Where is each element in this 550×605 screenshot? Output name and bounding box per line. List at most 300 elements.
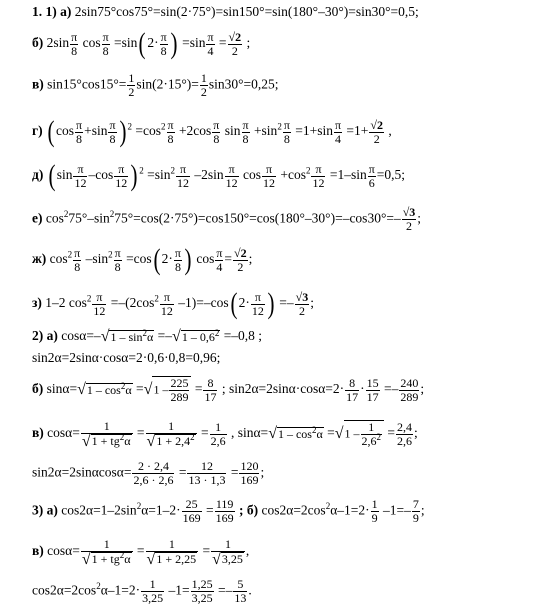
math-text: 1 – cos (277, 427, 312, 442)
math-text: π (74, 245, 81, 260)
math-text: α (124, 434, 131, 449)
math-text: 120 (240, 459, 259, 473)
equation-text: sin2α=2sinα·cosα=2·0,6·0,8=0,96; (32, 350, 221, 365)
math-text: 6 (368, 175, 375, 190)
math-text: 2 (108, 249, 113, 260)
math-text: √2 (228, 29, 242, 44)
fraction (251, 291, 265, 318)
fraction (75, 119, 83, 146)
line-3-v-cont (32, 578, 252, 605)
line-1-zh (32, 243, 253, 276)
math-text: 2 (373, 131, 380, 146)
math-text: 1 + 2,25 (156, 552, 197, 567)
math-text: 2 (161, 121, 166, 132)
fraction (169, 377, 189, 404)
math-text: 2 (305, 165, 311, 176)
part-label: з) (32, 295, 42, 311)
term: · (154, 35, 159, 51)
fraction (114, 247, 122, 274)
term: ; (310, 295, 314, 311)
term: = (136, 381, 144, 397)
term: cos (56, 123, 75, 139)
math-text: 25 (182, 498, 202, 512)
math-text: 2 (63, 209, 69, 220)
math-text: 2 (190, 432, 195, 443)
radicand (277, 427, 324, 441)
math-text: 2 (214, 327, 220, 338)
fraction (176, 163, 190, 190)
fraction (160, 31, 168, 58)
math-text: 225 (170, 376, 189, 390)
math-text: 8 (283, 131, 290, 146)
term: ; (248, 251, 253, 267)
term: +sin (253, 123, 278, 139)
math-text: 1 (146, 420, 197, 434)
term: = (136, 425, 145, 441)
part-label: г) (32, 123, 43, 139)
term: , sinα= (230, 425, 269, 441)
math-text: 17 (366, 389, 379, 404)
line-1-z (32, 287, 314, 320)
math-text: π (167, 117, 174, 132)
math-text: = (230, 464, 239, 480)
math-text: 119 (215, 497, 234, 511)
math-text: 169 (182, 511, 201, 525)
line-1-e (32, 206, 421, 233)
math-text: π (76, 117, 83, 132)
math-text: ; (420, 502, 425, 518)
math-text: 1 – cos (86, 383, 121, 397)
part-label: е) (32, 210, 43, 226)
term: 75°=cos(2·75°)=cos150°=cos(180°–30°)=–cos30°=– (114, 210, 401, 226)
math-text: 1 (81, 538, 133, 552)
math-text: 1 (210, 421, 227, 435)
term: = (206, 502, 214, 518)
math-text: 1 – (344, 426, 360, 441)
fraction (311, 163, 325, 190)
part-label: 2) а) (32, 328, 58, 343)
math-text: π (114, 245, 121, 260)
fraction (361, 421, 383, 448)
right-paren: ) (130, 159, 138, 192)
term: = (327, 425, 335, 441)
math-text: π (207, 29, 214, 44)
math-text: 2 (311, 425, 317, 436)
exponent: 2 (127, 121, 133, 132)
part-label: ; б) (239, 502, 259, 518)
term: =–(2cos (110, 295, 155, 311)
fraction (262, 163, 276, 190)
math-text: π (73, 163, 87, 177)
math-text: 12 (262, 175, 275, 190)
math-text: α (125, 383, 132, 397)
line-2-a-cont (32, 350, 220, 366)
math-text: 3,25 (142, 591, 164, 605)
fraction (233, 578, 247, 605)
fraction (215, 247, 223, 274)
term: ; (246, 35, 251, 51)
math-text: 2,6 (397, 433, 413, 448)
math-text: 2,6 (361, 434, 377, 449)
fraction (182, 498, 202, 525)
fraction (108, 119, 116, 146)
term: cos2α=1–2sin (61, 502, 137, 518)
fraction (334, 119, 342, 146)
fraction (371, 498, 379, 525)
math-text: 17 (204, 389, 217, 404)
fraction (345, 377, 359, 404)
term: sin (224, 123, 241, 139)
term: = (136, 543, 145, 559)
radicand (344, 420, 385, 448)
fraction (228, 31, 243, 58)
term: = (178, 464, 187, 480)
math-text: 2 (142, 327, 147, 338)
math-text: π (225, 163, 239, 177)
fraction (399, 377, 419, 404)
term: sinα= (46, 381, 78, 397)
math-text: 4 (335, 131, 342, 146)
term: sin2α=2sinαcosα= (32, 464, 132, 480)
term: = (218, 35, 227, 51)
math-text: ; (260, 464, 265, 480)
math-text: 2 (119, 550, 125, 561)
term: +2cos (178, 123, 212, 139)
fraction: $\frac{1}{√1 + 2,4^2}$ (146, 419, 195, 450)
math-text: 12 (115, 175, 128, 190)
fraction (283, 119, 291, 146)
math-text: 1 – (153, 382, 169, 397)
fraction (160, 291, 174, 318)
fraction (132, 460, 174, 487)
math-text: 2 (128, 85, 135, 99)
math-text: 12 (251, 303, 264, 318)
math-text: 1 (211, 538, 245, 552)
fraction (206, 31, 214, 58)
math-text: √2 (234, 245, 247, 260)
math-text: ; (414, 425, 418, 441)
term: =– (157, 328, 173, 343)
math-text: α (146, 329, 154, 344)
radical-sign: √ (77, 381, 86, 398)
radicand (109, 327, 154, 344)
fraction (141, 578, 164, 605)
term: cos (82, 35, 101, 51)
math-text: 2,6 (210, 433, 226, 448)
fraction (187, 460, 226, 487)
math-text: 4 (207, 43, 214, 58)
math-text: π (160, 291, 174, 305)
math-text: π (334, 117, 342, 132)
term: =cos (135, 123, 161, 139)
math-text: 8 (160, 43, 167, 58)
math-text: · (168, 251, 173, 267)
equation-text: 2sin75°cos75°=sin(2·75°)=sin150°=sin(180°–30°)=sin30°=0,5; (74, 4, 419, 19)
math-text: π (109, 117, 116, 132)
term: cos2α=2cos (32, 582, 97, 598)
term: –1)=–cos (178, 295, 229, 311)
math-text: √3 (402, 205, 416, 219)
math-text: π (213, 117, 220, 132)
fraction (239, 460, 259, 487)
fraction (102, 31, 110, 58)
left-paren: ( (47, 115, 55, 148)
fraction (92, 291, 106, 318)
term: cos (45, 210, 64, 226)
math-text: 1 (371, 497, 378, 511)
math-text: . (248, 582, 252, 598)
math-text: 2 (119, 432, 125, 443)
term: α=1–2· (141, 502, 181, 518)
math-text: 1 (128, 71, 135, 85)
math-text: 4 (216, 259, 223, 274)
math-text: 8 (76, 131, 83, 146)
math-text: π (242, 117, 249, 132)
part-label: б) (32, 35, 44, 51)
term: 75°–sin (68, 210, 110, 226)
math-text: 2 (161, 251, 169, 267)
math-text: π (160, 29, 167, 44)
term: =1+sin (295, 123, 333, 139)
math-text: π (251, 291, 265, 305)
math-text: π (368, 161, 375, 176)
term: =0,5; (376, 167, 406, 183)
problem-number: 1. (32, 4, 43, 19)
math-text: 1 (81, 420, 133, 434)
math-text: α (316, 427, 323, 442)
math-text: 9 (412, 511, 419, 525)
math-text: 12 (160, 303, 173, 318)
fraction: $\frac{1}{√1 + tg^2\alpha}$ (81, 419, 131, 450)
radical-sign: √ (268, 425, 277, 443)
math-text: , (245, 543, 250, 559)
math-text: 2 (200, 85, 207, 99)
math-text: 2 (154, 293, 159, 304)
left-paren: ( (153, 243, 161, 276)
math-text: π (176, 163, 190, 177)
math-text: 8 (109, 131, 116, 146)
radical-sign: √ (143, 381, 153, 398)
fraction (366, 377, 380, 404)
math-text: 2 (109, 209, 115, 220)
fraction (212, 119, 220, 146)
math-text: 2 (86, 293, 92, 304)
fraction (210, 421, 227, 448)
math-text: 8 (203, 377, 217, 391)
fraction (174, 247, 182, 274)
math-text: 1,25 (191, 577, 213, 591)
math-text: π (71, 29, 78, 44)
line-1-v (32, 72, 279, 99)
term: =1–sin (329, 167, 367, 183)
part-label: в) (32, 543, 44, 559)
fraction (127, 72, 135, 99)
math-text: 3,25 (191, 591, 213, 605)
term: –2sin (194, 167, 224, 183)
math-text: 1 – 0,6 (181, 329, 215, 344)
fraction (215, 498, 235, 525)
term: =sin (182, 35, 206, 51)
term: cos (49, 251, 68, 267)
math-text: 1 (361, 421, 383, 435)
term: α–1=2· (100, 582, 141, 598)
fraction (368, 163, 376, 190)
part-label: б) (32, 381, 44, 397)
math-text: 8 (213, 131, 220, 146)
line-1-a (32, 4, 419, 20)
math-text: 2 (325, 501, 331, 512)
term: ; (417, 210, 422, 226)
term: cos2α=2cos (261, 502, 326, 518)
term: = (200, 425, 209, 441)
math-text: 240 (400, 375, 419, 390)
line-2-a (32, 328, 262, 345)
math-text: 2 (231, 43, 238, 58)
math-text: 2 (406, 219, 412, 233)
line-3-v (32, 538, 249, 566)
math-text: 2 (237, 259, 244, 274)
left-paren: ( (138, 27, 146, 60)
math-text: 12 (225, 175, 238, 190)
term: sin (56, 167, 73, 183)
math-text: 3,25 (221, 552, 243, 567)
fraction: $\frac{1}{√1 + 2,25}$ (146, 537, 197, 568)
term: 1–2 cos (45, 295, 87, 311)
math-text: 17 (346, 389, 359, 404)
math-text: π (92, 291, 106, 305)
line-1-d (32, 159, 406, 192)
math-text: 169 (240, 473, 259, 487)
term: =cos (126, 251, 152, 267)
math-text: 1 + tg (91, 434, 120, 449)
term: cos (196, 251, 215, 267)
right-paren: ) (170, 27, 178, 60)
math-text: π (311, 163, 325, 177)
math-text: 13 · 1,3 (188, 473, 226, 487)
math-text: 2 (67, 249, 73, 260)
fraction (200, 72, 208, 99)
term: =1+ (346, 123, 369, 139)
fraction (412, 498, 420, 525)
math-text: π (262, 163, 276, 177)
math-text: 2 (238, 295, 246, 311)
math-text: π (216, 245, 223, 260)
math-text: 2,6 · 2,6 (133, 473, 174, 487)
math-text: = (387, 425, 396, 441)
term: , (388, 123, 392, 139)
math-text: 1 – sin (110, 329, 143, 344)
math-text: 12 (93, 303, 106, 318)
term: sin15°cos15°= (47, 76, 127, 92)
term: –cos (88, 167, 114, 183)
part-label: д) (32, 167, 44, 183)
line-3-ab (32, 498, 425, 525)
radical-sign: √ (334, 425, 344, 443)
term: –sin (85, 251, 109, 267)
math-text: π (114, 163, 128, 177)
fraction (114, 163, 128, 190)
math-text: ; (420, 381, 425, 397)
math-text: 13 (234, 591, 247, 605)
math-text: 1 + 2,4 (156, 434, 191, 449)
left-paren: ( (230, 287, 238, 320)
fraction (203, 377, 217, 404)
term: =sin (114, 35, 138, 51)
term: =– (384, 381, 399, 397)
term: = (224, 251, 233, 267)
math-text: 1 (146, 538, 199, 552)
fraction (73, 247, 81, 274)
left-paren: ( (48, 159, 56, 192)
right-paren: ) (119, 115, 127, 148)
fraction (191, 578, 214, 605)
term: 2sin (46, 35, 70, 51)
term: =–0,8 ; (223, 328, 263, 343)
math-text: π (174, 245, 181, 260)
term: sin(2·15°)= (136, 76, 199, 92)
math-text: 289 (170, 390, 189, 404)
term: =– (279, 295, 294, 311)
term: 2 (147, 35, 155, 51)
fraction (70, 31, 78, 58)
math-text: √2 (370, 117, 383, 132)
term: sin30°=0,25; (208, 76, 279, 92)
radicand (86, 383, 133, 397)
math-text: 7 (412, 497, 419, 511)
radicand (181, 327, 221, 344)
math-text: √3 (295, 289, 309, 304)
math-text: 2,4 (397, 419, 413, 434)
math-text: 8 (242, 131, 249, 146)
math-text: = (194, 381, 203, 397)
term: +sin (84, 123, 108, 139)
math-text: 8 (102, 43, 109, 58)
math-text: 2 (298, 303, 305, 318)
math-text: 15 (366, 375, 379, 390)
term: =– (218, 582, 233, 598)
part-label: в) (32, 425, 44, 441)
term: +cos (280, 167, 306, 183)
math-text: 1 (200, 71, 207, 85)
math-text: 2 (136, 501, 142, 512)
math-text: 2 (277, 121, 282, 132)
fraction (402, 206, 417, 233)
term: α–1=2· (330, 502, 370, 518)
term: ; sin2α=2sinα·cosα=2· (221, 381, 345, 397)
math-text: 12 (176, 175, 189, 190)
math-text: 12 (312, 175, 325, 190)
line-1-g (32, 115, 392, 148)
math-text: 2 (96, 581, 101, 592)
math-text: π (283, 117, 290, 132)
line-2-b: б) $\sin\alpha=√1 - \cos^2\alpha =√1$ – $\frac{225}{289}$ = $\frac{8}{17}$ ; sin2α=2sinα·cosα=2· $\frac{8}{17}$ · $\frac{15}{17}$ =– $\frac{240}{289}$ ; (32, 375, 425, 404)
math-text: 8 (167, 131, 174, 146)
math-text: π (102, 29, 109, 44)
fraction (225, 163, 239, 190)
math-text: 9 (371, 511, 378, 525)
math-text: 12 (187, 460, 226, 474)
math-text: 1 + tg (91, 552, 120, 567)
fraction (295, 291, 310, 318)
math-text: 8 (174, 259, 181, 274)
math-text: 8 (345, 377, 359, 391)
math-text: 8 (71, 43, 78, 58)
term: –1= (168, 582, 190, 598)
fraction (396, 421, 413, 448)
line-2-v-cont (32, 460, 264, 487)
fraction (369, 119, 384, 146)
fraction (73, 163, 87, 190)
